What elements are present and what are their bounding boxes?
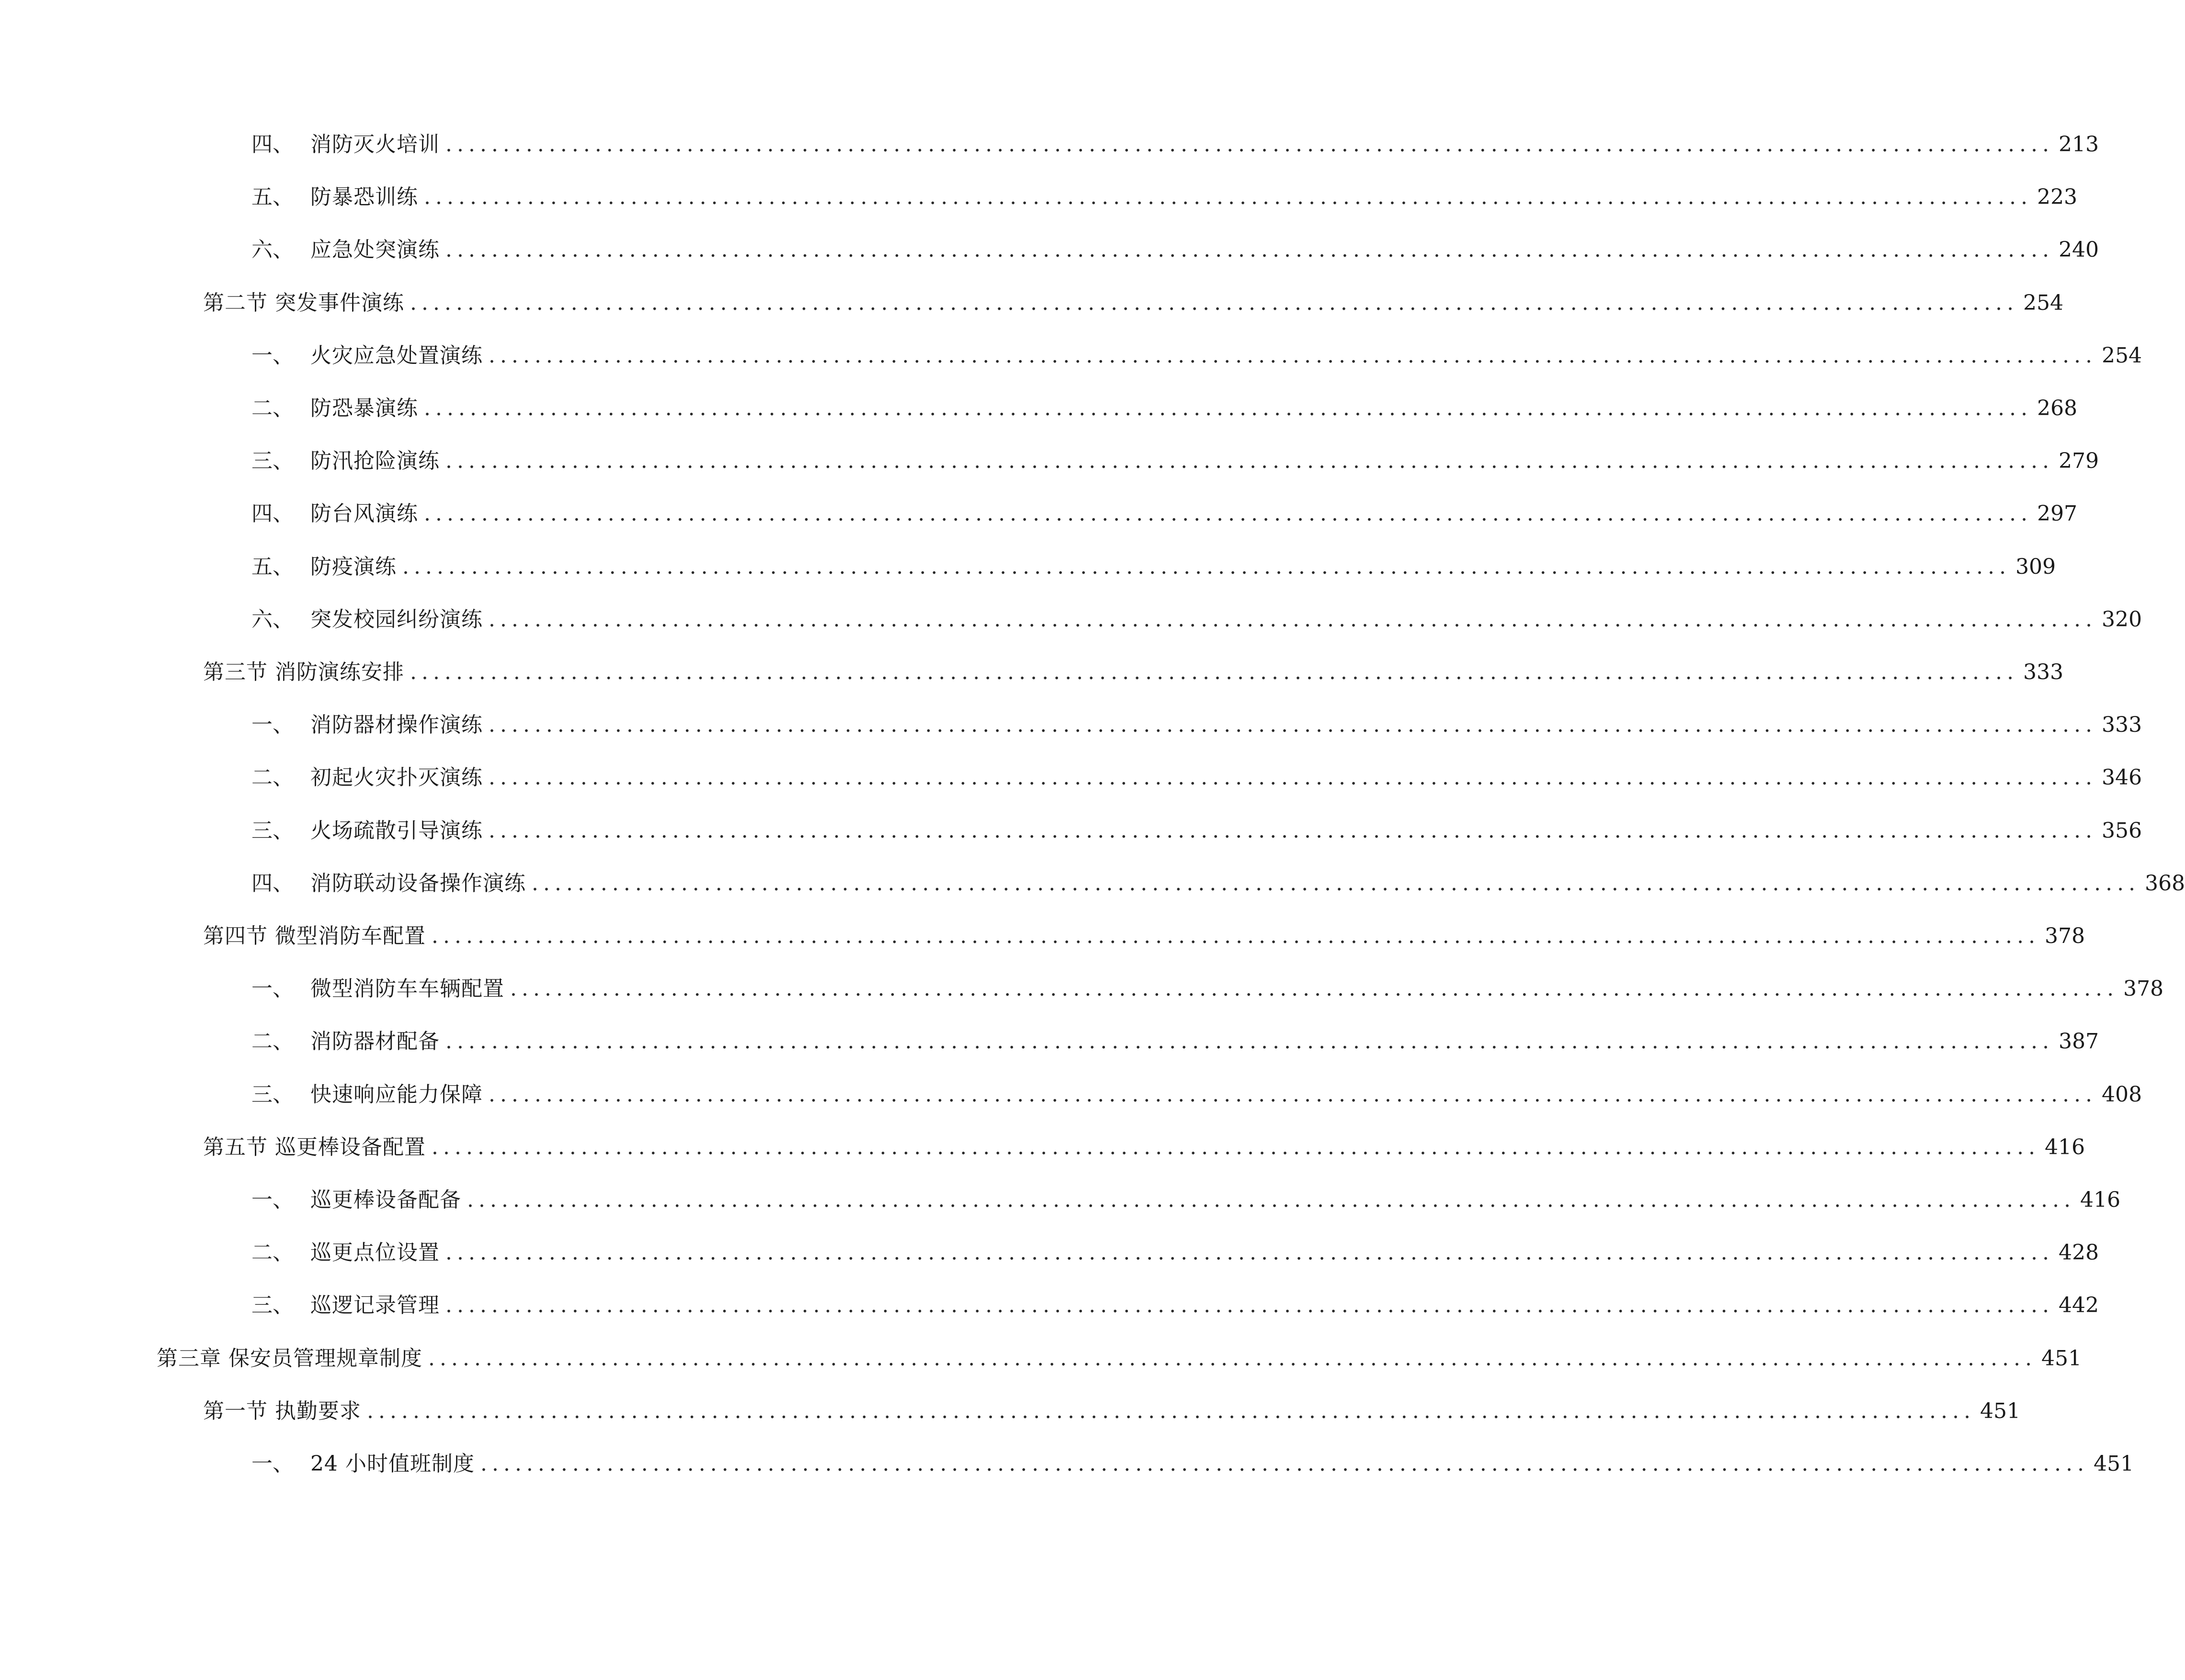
toc-entry[interactable]: [203, 921, 2085, 952]
toc-entry-title: 第一节 执勤要求: [203, 1399, 361, 1423]
toc-entry-marker: 一、: [251, 1452, 294, 1476]
toc-dot-leader: ............................................................................................................................................: [432, 924, 2040, 948]
toc-dot-leader: ............................................................................................................................................: [402, 555, 2011, 579]
toc-entry-page-number: 378: [2123, 976, 2164, 1001]
toc-dot-leader: ............................................................................................................................................: [410, 660, 2019, 684]
toc-entry-title: 应急处突演练: [310, 238, 440, 262]
toc-entry[interactable]: [203, 657, 2064, 688]
toc-entry-page-number: 428: [2059, 1240, 2099, 1265]
toc-dot-leader: ............................................................................................................................................: [424, 501, 2033, 526]
toc-entry-marker: 六、: [251, 238, 294, 262]
toc-entry-title: 消防灭火培训: [310, 132, 440, 157]
toc-entry[interactable]: [251, 182, 2078, 213]
toc-entry[interactable]: [251, 1449, 2134, 1479]
toc-entry-title: 24 小时值班制度: [310, 1452, 475, 1476]
toc-entry-page-number: 254: [2102, 343, 2142, 368]
toc-entry[interactable]: [251, 1026, 2099, 1057]
toc-entry-title: 快速响应能力保障: [310, 1082, 483, 1107]
toc-entry[interactable]: [251, 499, 2078, 529]
toc-dot-leader: ............................................................................................................................................: [489, 765, 2097, 790]
toc-entry-title: 防疫演练: [310, 555, 397, 579]
toc-entry-page-number: 223: [2037, 185, 2078, 209]
toc-dot-leader: ............................................................................................................................................: [489, 1082, 2097, 1107]
toc-entry-page-number: 320: [2102, 607, 2142, 632]
toc-entry-title: 防恐暴演练: [310, 396, 418, 420]
toc-entry-marker: 二、: [251, 396, 294, 420]
toc-dot-leader: ............................................................................................................................................: [410, 291, 2019, 315]
toc-entry-marker: 三、: [251, 818, 294, 843]
toc-entry-page-number: 451: [2094, 1452, 2134, 1476]
toc-entry-marker: 三、: [251, 1293, 294, 1317]
toc-entry-marker: 四、: [251, 132, 294, 157]
toc-entry-page-number: 268: [2037, 396, 2078, 420]
toc-entry[interactable]: [157, 1343, 2082, 1374]
toc-entry-page-number: 333: [2102, 713, 2142, 737]
toc-entry[interactable]: [251, 868, 2185, 899]
toc-entry-marker: 五、: [251, 185, 294, 209]
toc-entry-page-number: 279: [2059, 449, 2099, 473]
toc-entry-title: 第四节 微型消防车配置: [203, 924, 426, 948]
toc-entry-marker: 三、: [251, 449, 294, 473]
toc-entry-page-number: 356: [2102, 818, 2142, 843]
toc-entry[interactable]: [251, 762, 2142, 793]
toc-entry[interactable]: [251, 816, 2142, 846]
toc-entry-page-number: 309: [2015, 555, 2056, 579]
toc-entry-title: 防暴恐训练: [310, 185, 418, 209]
toc-entry-page-number: 333: [2023, 660, 2064, 684]
toc-entry-page-number: 240: [2059, 238, 2099, 262]
toc-entry-marker: 四、: [251, 501, 294, 526]
toc-entry[interactable]: [251, 341, 2142, 371]
toc-entry-marker: 一、: [251, 1188, 294, 1212]
toc-entry[interactable]: [251, 1079, 2142, 1110]
toc-entry-page-number: 254: [2023, 291, 2064, 315]
toc-dot-leader: ............................................................................................................................................: [445, 1029, 2054, 1054]
toc-entry-page-number: 416: [2080, 1188, 2121, 1212]
toc-entry-title: 火场疏散引导演练: [310, 818, 483, 843]
toc-entry-title: 第三章 保安员管理规章制度: [157, 1346, 422, 1371]
toc-entry[interactable]: [203, 288, 2064, 318]
toc-entry-title: 初起火灾扑灭演练: [310, 765, 483, 790]
toc-entry-title: 消防器材配备: [310, 1029, 440, 1054]
toc-entry-title: 防台风演练: [310, 501, 418, 526]
toc-entry-marker: 三、: [251, 1082, 294, 1107]
toc-entry-page-number: 346: [2102, 765, 2142, 790]
toc-dot-leader: ............................................................................................................................................: [445, 132, 2054, 157]
toc-entry-marker: 四、: [251, 871, 294, 896]
toc-dot-leader: ............................................................................................................................................: [432, 1135, 2040, 1159]
toc-entry-page-number: 451: [2041, 1346, 2082, 1371]
toc-dot-leader: ............................................................................................................................................: [489, 713, 2097, 737]
toc-entry-marker: 六、: [251, 607, 294, 632]
toc-dot-leader: ............................................................................................................................................: [445, 238, 2054, 262]
toc-entry-title: 突发校园纠纷演练: [310, 607, 483, 632]
toc-entry-page-number: 451: [1980, 1399, 2021, 1423]
toc-dot-leader: ............................................................................................................................................: [367, 1399, 1976, 1423]
toc-dot-leader: ............................................................................................................................................: [445, 1293, 2054, 1317]
toc-entry[interactable]: [251, 1237, 2099, 1268]
toc-dot-leader: ............................................................................................................................................: [532, 871, 2140, 896]
toc-dot-leader: ............................................................................................................................................: [480, 1452, 2089, 1476]
toc-entry-marker: 五、: [251, 555, 294, 579]
toc-entry-page-number: 378: [2045, 924, 2085, 948]
toc-dot-leader: ............................................................................................................................................: [428, 1346, 2037, 1371]
toc-entry-title: 巡逻记录管理: [310, 1293, 440, 1317]
toc-dot-leader: ............................................................................................................................................: [445, 1240, 2054, 1265]
toc-entry[interactable]: [251, 235, 2099, 265]
toc-entry[interactable]: [251, 552, 2056, 582]
toc-entry-title: 防汛抢险演练: [310, 449, 440, 473]
toc-entry[interactable]: [251, 129, 2099, 160]
toc-entry[interactable]: [251, 1290, 2099, 1321]
toc-entry-title: 微型消防车车辆配置: [310, 976, 504, 1001]
toc-entry-title: 第三节 消防演练安排: [203, 660, 404, 684]
toc-entry-marker: 二、: [251, 1240, 294, 1265]
toc-entry-page-number: 408: [2102, 1082, 2142, 1107]
toc-entry-page-number: 442: [2059, 1293, 2099, 1317]
toc-entry-title: 消防器材操作演练: [310, 713, 483, 737]
toc-entry[interactable]: [251, 710, 2142, 740]
toc-dot-leader: ............................................................................................................................................: [489, 607, 2097, 632]
toc-entry-marker: 二、: [251, 1029, 294, 1054]
toc-entry[interactable]: [203, 1132, 2085, 1163]
toc-entry-title: 火灾应急处置演练: [310, 343, 483, 368]
toc-entry[interactable]: [251, 974, 2164, 1004]
toc-entry[interactable]: [251, 393, 2078, 424]
toc-dot-leader: ............................................................................................................................................: [445, 449, 2054, 473]
toc-entry[interactable]: [251, 446, 2099, 477]
toc-entry-page-number: 387: [2059, 1029, 2099, 1054]
toc-entry-page-number: 416: [2045, 1135, 2085, 1159]
toc-entry-page-number: 213: [2059, 132, 2099, 157]
toc-dot-leader: ............................................................................................................................................: [489, 343, 2097, 368]
toc-entry[interactable]: [251, 1185, 2121, 1215]
toc-entry-title: 第五节 巡更棒设备配置: [203, 1135, 426, 1159]
toc-entry-title: 消防联动设备操作演练: [310, 871, 526, 896]
toc-dot-leader: ............................................................................................................................................: [467, 1188, 2076, 1212]
toc-entry-marker: 一、: [251, 713, 294, 737]
toc-entry-page-number: 297: [2037, 501, 2078, 526]
toc-entry[interactable]: [203, 1396, 2021, 1427]
toc-entry-marker: 一、: [251, 343, 294, 368]
toc-dot-leader: ............................................................................................................................................: [510, 976, 2119, 1001]
toc-entry-title: 巡更点位设置: [310, 1240, 440, 1265]
toc-entry[interactable]: [251, 604, 2142, 635]
toc-dot-leader: ............................................................................................................................................: [424, 396, 2033, 420]
toc-entry-marker: 二、: [251, 765, 294, 790]
toc-entry-title: 巡更棒设备配备: [310, 1188, 461, 1212]
toc-entry-page-number: 368: [2145, 871, 2185, 896]
toc-entry-title: 第二节 突发事件演练: [203, 291, 404, 315]
toc-entry-marker: 一、: [251, 976, 294, 1001]
toc-dot-leader: ............................................................................................................................................: [424, 185, 2033, 209]
toc-dot-leader: ............................................................................................................................................: [489, 818, 2097, 843]
